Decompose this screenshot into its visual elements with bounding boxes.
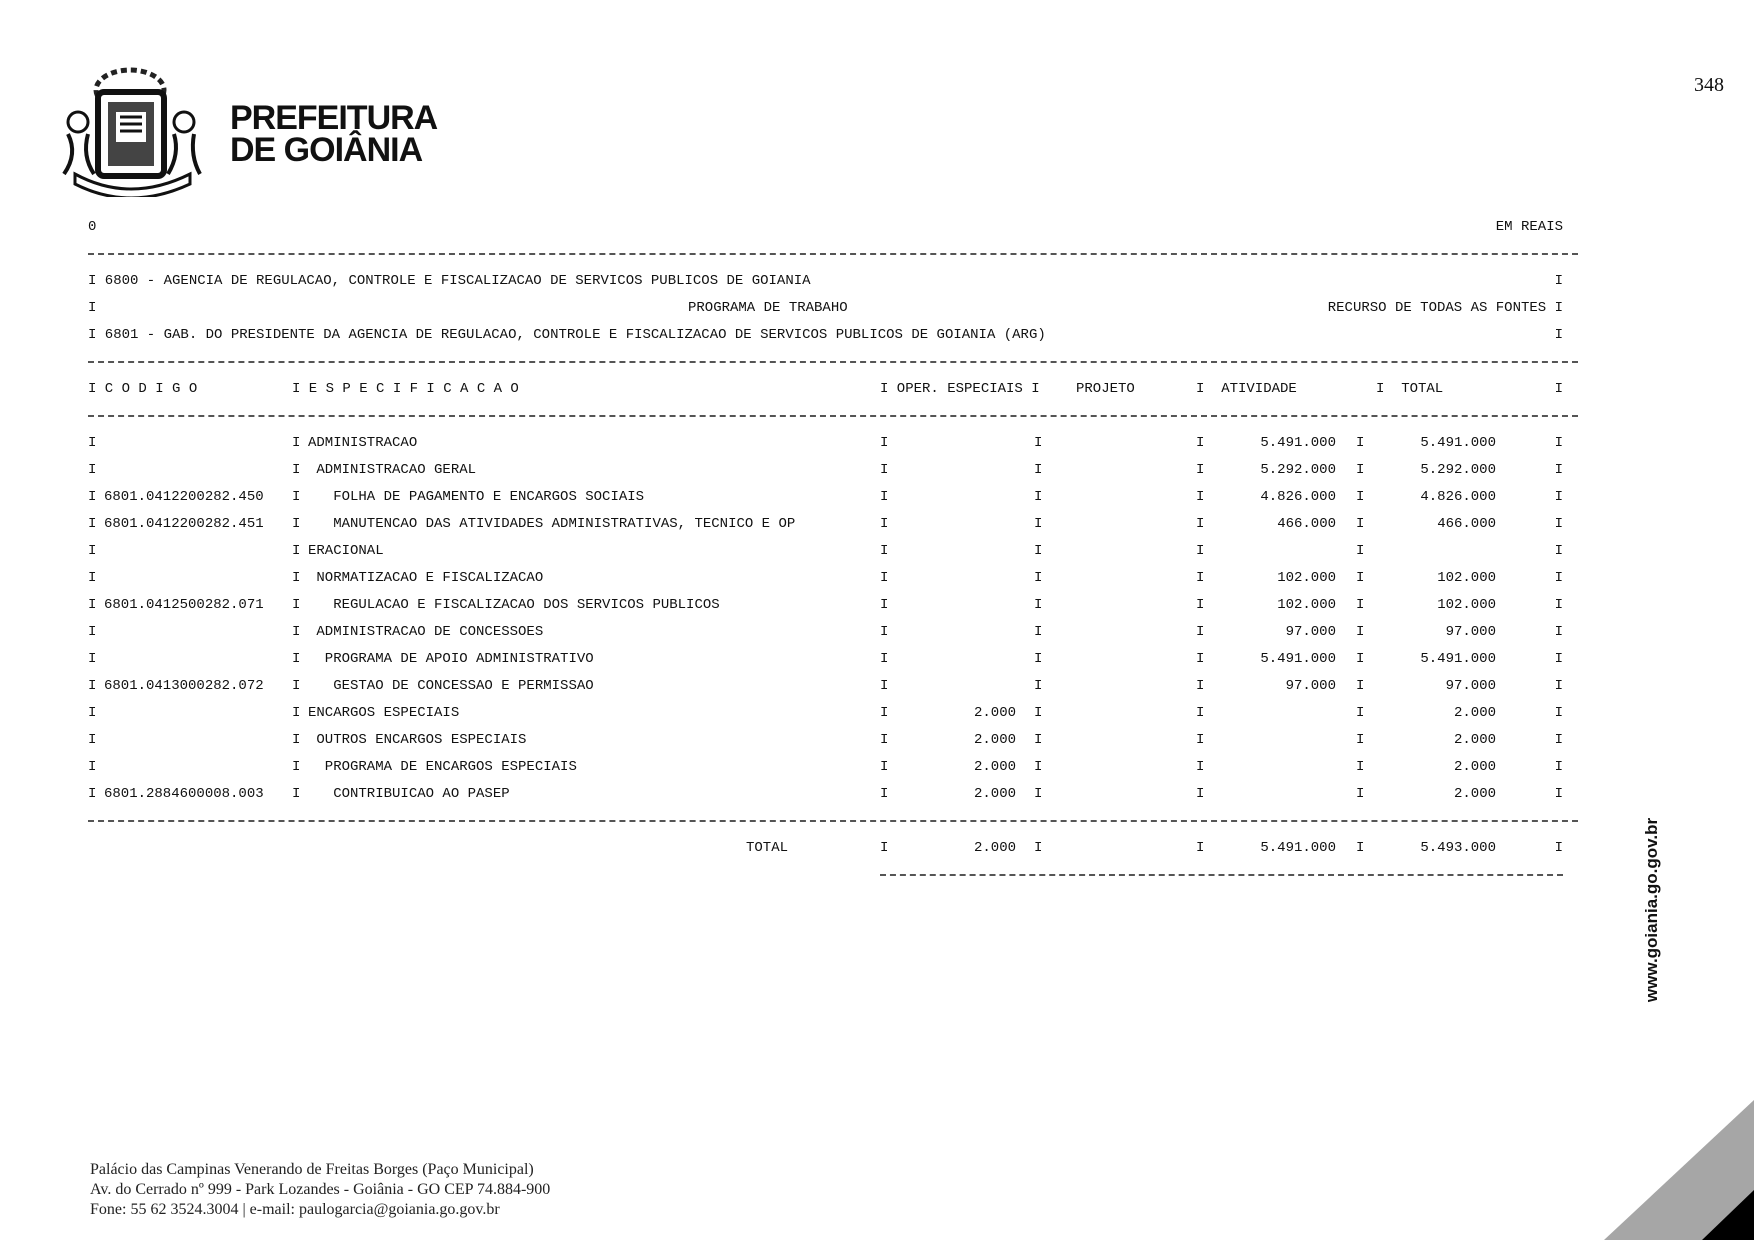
totals-label: TOTAL [746, 840, 789, 856]
cell-atividade: 102.000 [1277, 597, 1336, 613]
sep: I [1356, 651, 1365, 667]
budget-report [88, 213, 1578, 888]
cell-total: 4.826.000 [1420, 489, 1496, 505]
sep: I [1356, 597, 1365, 613]
footer-line1: Palácio das Campinas Venerando de Freitas Borges (Paço Municipal) [90, 1161, 534, 1178]
table-row [88, 780, 1578, 807]
cell-atividade: 4.826.000 [1260, 489, 1336, 505]
sep: I [88, 678, 97, 694]
sep: I [1554, 489, 1563, 505]
cell-total: 5.491.000 [1420, 435, 1496, 451]
sep: I [1196, 786, 1205, 802]
sep: I [1034, 435, 1043, 451]
divider [88, 348, 1578, 375]
sep: I [88, 759, 97, 775]
sep: I [880, 759, 889, 775]
sep: I [88, 624, 97, 640]
sep: I [1034, 516, 1043, 532]
cell-spec: GESTAO DE CONCESSAO E PERMISSAO [308, 678, 594, 694]
cell-code: 6801.0413000282.072 [104, 678, 264, 694]
sep: I [880, 597, 889, 613]
sep: I [292, 489, 301, 505]
table-row [88, 429, 1578, 456]
table-row [88, 753, 1578, 780]
cell-spec: FOLHA DE PAGAMENTO E ENCARGOS SOCIAIS [308, 489, 645, 505]
sep: I [1196, 489, 1205, 505]
cell-atividade: 102.000 [1277, 570, 1336, 586]
divider [88, 402, 1578, 429]
sep: I [1356, 786, 1365, 802]
sep: I [292, 759, 301, 775]
sep: I [1554, 435, 1563, 451]
sep: I [88, 462, 97, 478]
sep: I [1554, 462, 1563, 478]
cell-spec: ERACIONAL [308, 543, 384, 559]
sep: I [1196, 759, 1205, 775]
corner-decoration [1604, 1100, 1754, 1240]
cell-code: 6801.0412200282.450 [104, 489, 264, 505]
org-border: I [1554, 327, 1563, 343]
sep: I [1356, 435, 1365, 451]
sep: I [1554, 516, 1563, 532]
sep: I [1034, 705, 1043, 721]
sep: I [292, 570, 301, 586]
sep: I [880, 705, 889, 721]
sep: I [1356, 516, 1365, 532]
sep: I [1034, 543, 1043, 559]
sep: I [1356, 732, 1365, 748]
column-headers [88, 375, 1578, 402]
sep: I [88, 705, 97, 721]
cell-spec: CONTRIBUICAO AO PASEP [308, 786, 510, 802]
cell-total: 102.000 [1437, 570, 1496, 586]
sep: I [292, 732, 301, 748]
sep: I [88, 489, 97, 505]
table-row [88, 618, 1578, 645]
sep: I [1356, 543, 1365, 559]
sep: I [88, 516, 97, 532]
sep: I [1196, 840, 1205, 856]
sep: I [1554, 705, 1563, 721]
sep: I [1196, 597, 1205, 613]
sep: I [1356, 840, 1365, 856]
sep: I [1554, 786, 1563, 802]
resource-label: RECURSO DE TODAS AS FONTES I [1327, 300, 1563, 316]
sep: I [1034, 840, 1043, 856]
cell-total: 2.000 [1453, 705, 1496, 721]
sep: I [1034, 597, 1043, 613]
logo-wordmark [230, 99, 438, 169]
cell-total: 5.292.000 [1420, 462, 1496, 478]
sep: I [1034, 678, 1043, 694]
cell-total: 5.491.000 [1420, 651, 1496, 667]
sep: I [1196, 651, 1205, 667]
header-unit: EM REAIS [1495, 219, 1563, 235]
sep: I [1196, 435, 1205, 451]
cell-atividade: 5.292.000 [1260, 462, 1336, 478]
org-line-3 [88, 321, 1578, 348]
sep: I [292, 516, 301, 532]
sep: I [292, 705, 301, 721]
program-title: PROGRAMA DE TRABAHO [688, 300, 848, 316]
report-header [88, 213, 1578, 240]
cell-oper: 2.000 [973, 786, 1016, 802]
col-end: I [1554, 381, 1563, 397]
table-row [88, 510, 1578, 537]
cell-code: 6801.0412200282.451 [104, 516, 264, 532]
sep: I [88, 732, 97, 748]
sep: I [88, 570, 97, 586]
cell-total: 2.000 [1453, 759, 1496, 775]
sep: I [1356, 570, 1365, 586]
sep: I [880, 570, 889, 586]
sep: I [880, 651, 889, 667]
sep: I [1554, 624, 1563, 640]
divider [88, 240, 1578, 267]
sep: I [1196, 516, 1205, 532]
cell-total: 102.000 [1437, 597, 1496, 613]
sep: I [1554, 732, 1563, 748]
sep: I [880, 462, 889, 478]
sep: I [880, 489, 889, 505]
city-seal-icon [60, 62, 210, 197]
totals-atividade: 5.491.000 [1260, 840, 1336, 856]
sep: I [880, 786, 889, 802]
org-line-1 [88, 267, 1578, 294]
org-unit: I 6801 - GAB. DO PRESIDENTE DA AGENCIA DE REGULACAO, CONTROLE E FISCALIZACAO DE SERVICOS PUBLICOS DE GOIANIA (ARG) [88, 327, 1046, 343]
cell-spec: REGULACAO E FISCALIZACAO DOS SERVICOS PUBLICOS [308, 597, 720, 613]
sep: I [1196, 705, 1205, 721]
sep: I [1196, 570, 1205, 586]
table-row [88, 537, 1578, 564]
sep: I [880, 678, 889, 694]
cell-code: 6801.0412500282.071 [104, 597, 264, 613]
col-codigo: I C O D I G O [88, 381, 198, 397]
table-row [88, 564, 1578, 591]
sep: I [292, 624, 301, 640]
sep: I [292, 678, 301, 694]
totals-row [88, 834, 1578, 861]
sep: I [1034, 570, 1043, 586]
sep: I [880, 516, 889, 532]
table-row [88, 483, 1578, 510]
cell-spec: ADMINISTRACAO GERAL [308, 462, 477, 478]
table-row [88, 726, 1578, 753]
org-agency: I 6800 - AGENCIA DE REGULACAO, CONTROLE E FISCALIZACAO DE SERVICOS PUBLICOS DE GOIANIA [88, 273, 811, 289]
sep: I [292, 435, 301, 451]
cell-total: 2.000 [1453, 732, 1496, 748]
cell-total: 2.000 [1453, 786, 1496, 802]
sep: I [1356, 624, 1365, 640]
sep: I [1034, 651, 1043, 667]
sep: I [1034, 489, 1043, 505]
sep: I [1554, 840, 1563, 856]
col-atividade: I ATIVIDADE [1196, 381, 1297, 397]
sep: I [1554, 759, 1563, 775]
col-total: I TOTAL [1376, 381, 1444, 397]
sep: I [292, 543, 301, 559]
sep: I [88, 435, 97, 451]
website-url: www.goiania.go.gov.br [1642, 817, 1661, 1003]
table-row [88, 456, 1578, 483]
cell-atividade: 5.491.000 [1260, 435, 1336, 451]
sep: I [880, 435, 889, 451]
table-row [88, 645, 1578, 672]
col-especificacao: I E S P E C I F I C A C A O [292, 381, 519, 397]
table-row [88, 591, 1578, 618]
sep: I [1554, 570, 1563, 586]
org-border: I [88, 300, 97, 316]
sep: I [1196, 624, 1205, 640]
cell-atividade: 466.000 [1277, 516, 1336, 532]
divider [88, 807, 1578, 834]
sep: I [1034, 732, 1043, 748]
cell-spec: PROGRAMA DE ENCARGOS ESPECIAIS [308, 759, 577, 775]
sep: I [88, 651, 97, 667]
sep: I [1356, 678, 1365, 694]
cell-spec: OUTROS ENCARGOS ESPECIAIS [308, 732, 527, 748]
col-oper: I OPER. ESPECIAIS I [880, 381, 1040, 397]
table-row [88, 699, 1578, 726]
cell-oper: 2.000 [973, 732, 1016, 748]
sep: I [1034, 786, 1043, 802]
sep: I [88, 543, 97, 559]
table-row [88, 672, 1578, 699]
col-projeto: PROJETO [1076, 381, 1135, 397]
sep: I [880, 624, 889, 640]
sep: I [1554, 651, 1563, 667]
sep: I [88, 597, 97, 613]
sep: I [1196, 732, 1205, 748]
sep: I [1034, 759, 1043, 775]
sep: I [880, 732, 889, 748]
footer-line3: Fone: 55 62 3524.3004 | e-mail: paulogarcia@goiania.go.gov.br [90, 1201, 500, 1218]
footer-address [90, 1160, 550, 1220]
logo-line1: PREFEITURA [230, 99, 438, 137]
cell-spec: MANUTENCAO DAS ATIVIDADES ADMINISTRATIVAS, TECNICO E OP [308, 516, 796, 532]
logo-line2: DE GOIÂNIA [230, 131, 423, 169]
sep: I [292, 597, 301, 613]
prefeitura-logo [60, 62, 460, 197]
sep: I [292, 786, 301, 802]
sep: I [1196, 462, 1205, 478]
cell-code: 6801.2884600008.003 [104, 786, 264, 802]
sep: I [1196, 543, 1205, 559]
sep: I [880, 840, 889, 856]
sep: I [1554, 678, 1563, 694]
cell-spec: ENCARGOS ESPECIAIS [308, 705, 460, 721]
org-border: I [1554, 273, 1563, 289]
sep: I [1356, 489, 1365, 505]
sep: I [880, 543, 889, 559]
sep: I [1554, 597, 1563, 613]
cell-atividade: 97.000 [1285, 678, 1336, 694]
page-number: 348 [1694, 74, 1724, 96]
footer-line2: Av. do Cerrado nº 999 - Park Lozandes - Goiânia - GO CEP 74.884-900 [90, 1181, 551, 1198]
cell-oper: 2.000 [973, 705, 1016, 721]
sep: I [1034, 624, 1043, 640]
totals-oper: 2.000 [973, 840, 1016, 856]
sep: I [292, 651, 301, 667]
cell-total: 97.000 [1445, 678, 1496, 694]
sep: I [1034, 462, 1043, 478]
org-line-2 [88, 294, 1578, 321]
sep: I [1554, 543, 1563, 559]
cell-spec: ADMINISTRACAO DE CONCESSOES [308, 624, 544, 640]
sep: I [1356, 759, 1365, 775]
sep: I [292, 462, 301, 478]
totals-underline [880, 861, 1563, 888]
totals-total: 5.493.000 [1420, 840, 1496, 856]
sep: I [88, 786, 97, 802]
cell-atividade: 97.000 [1285, 624, 1336, 640]
cell-total: 97.000 [1445, 624, 1496, 640]
cell-spec: ADMINISTRACAO [308, 435, 418, 451]
sep: I [1196, 678, 1205, 694]
cell-spec: NORMATIZACAO E FISCALIZACAO [308, 570, 544, 586]
header-left: 0 [88, 219, 97, 235]
cell-total: 466.000 [1437, 516, 1496, 532]
sep: I [1356, 705, 1365, 721]
cell-atividade: 5.491.000 [1260, 651, 1336, 667]
sep: I [1356, 462, 1365, 478]
cell-oper: 2.000 [973, 759, 1016, 775]
cell-spec: PROGRAMA DE APOIO ADMINISTRATIVO [308, 651, 594, 667]
data-rows [88, 429, 1578, 807]
